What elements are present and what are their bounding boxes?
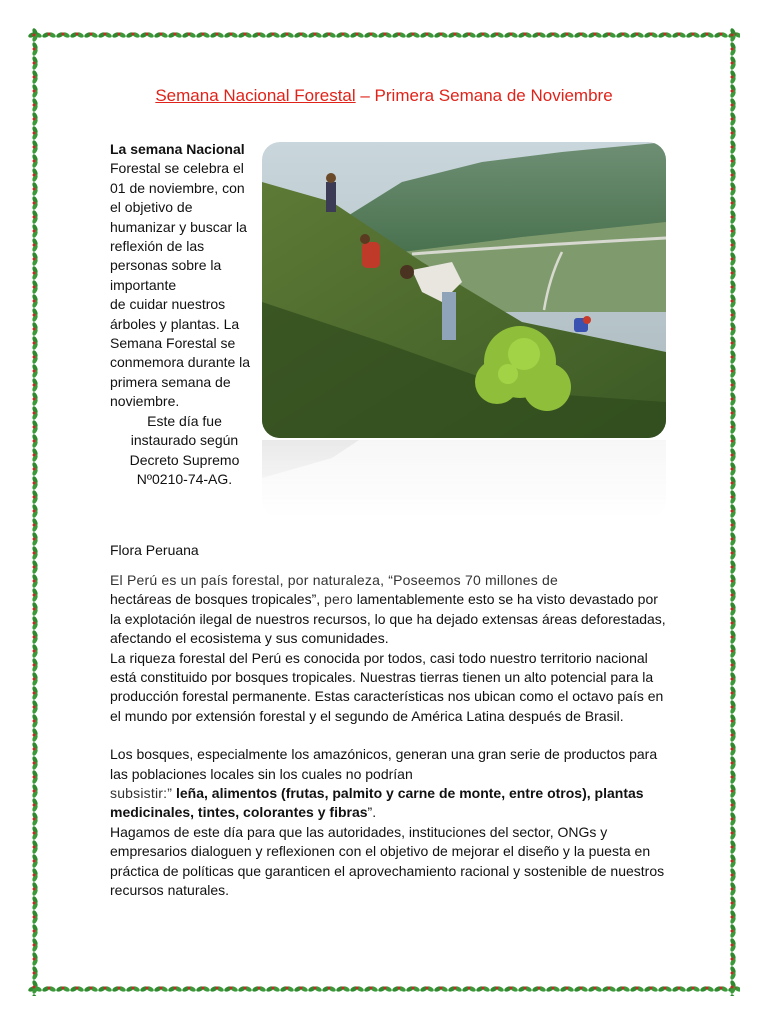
intro-decree: Este día fue instaurado según Decreto Supremo Nº0210-74-AG. bbox=[129, 412, 240, 487]
body-text bbox=[110, 571, 670, 901]
page-title bbox=[40, 86, 728, 106]
holly-border-bottom bbox=[28, 982, 740, 996]
p3-end: ”. bbox=[367, 804, 377, 821]
intro-text-2: de cuidar nuestros árboles y plantas. La Semana Forestal se conmemora durante la primera semana de noviembre. bbox=[110, 296, 251, 410]
holly-border-icon bbox=[726, 28, 740, 996]
title-underlined: Semana Nacional Forestal bbox=[155, 86, 356, 105]
holly-border-right bbox=[726, 28, 740, 996]
holly-border-icon bbox=[28, 982, 740, 996]
holly-border-left bbox=[28, 28, 42, 996]
intro-column bbox=[110, 140, 255, 489]
forest-planting-image bbox=[262, 142, 666, 438]
holly-border-icon bbox=[28, 28, 740, 42]
p1-line2a: hectáreas de bosques tropicales”, bbox=[110, 591, 325, 608]
title-rest: – Primera Semana de Noviembre bbox=[355, 86, 613, 105]
paragraph-4: Hagamos de este día para que las autoridades, instituciones del sector, ONGs y empresarios dialoguen y reflexionen con el objetivo de mejorar el diseño y la puesta en práctica de políticas que garanticen el aprovechamiento racional y sostenible de nuestros recursos naturales. bbox=[110, 823, 665, 899]
forest-photo-reflection bbox=[262, 440, 666, 518]
p3-start: Los bosques, especialmente los amazónicos, generan una gran serie de productos para las poblaciones locales sin los cuales no podrían bbox=[110, 746, 658, 782]
forest-photo bbox=[262, 142, 666, 438]
paragraph-gap bbox=[110, 726, 670, 745]
paragraph-1 bbox=[110, 571, 670, 649]
forest-planting-image-reflection bbox=[262, 440, 666, 518]
holly-border-icon bbox=[28, 28, 42, 996]
paragraph-2: La riqueza forestal del Perú es conocida por todos, casi todo nuestro territorio nacional está constituido por bosques tropicales. Nuestras tierras tienen un alto potencial para la producción forestal permanente. Estas características nos ubican como el octavo país en el mundo por extensión forestal y el segundo de América Latina después de Brasil. bbox=[110, 649, 664, 724]
p1-line2-light: pero bbox=[324, 591, 353, 608]
section-heading: Flora Peruana bbox=[110, 542, 199, 558]
paragraph-3 bbox=[110, 745, 670, 823]
intro-bold: La semana Nacional bbox=[110, 141, 245, 157]
holly-border-top bbox=[28, 28, 740, 42]
intro-text-1: Forestal se celebra el 01 de noviembre, con el objetivo de humanizar y buscar la reflexión de las personas sobre la importante bbox=[110, 160, 247, 293]
p1-rest: lamentablemente esto se ha visto devastado por la explotación ilegal de nuestros recursos, lo que ha dejado extensas áreas deforestadas, afectando el ecosistema y sus comunidades. bbox=[110, 591, 666, 647]
p1-light: El Perú es un país forestal, por naturaleza, “Poseemos 70 millones de bbox=[110, 572, 559, 588]
p3-subsistir: subsistir:” bbox=[110, 785, 173, 802]
p3-bold: leña, alimentos (frutas, palmito y carne de monte, entre otros), plantas medicinales, tintes, colorantes y fibras bbox=[110, 785, 644, 821]
